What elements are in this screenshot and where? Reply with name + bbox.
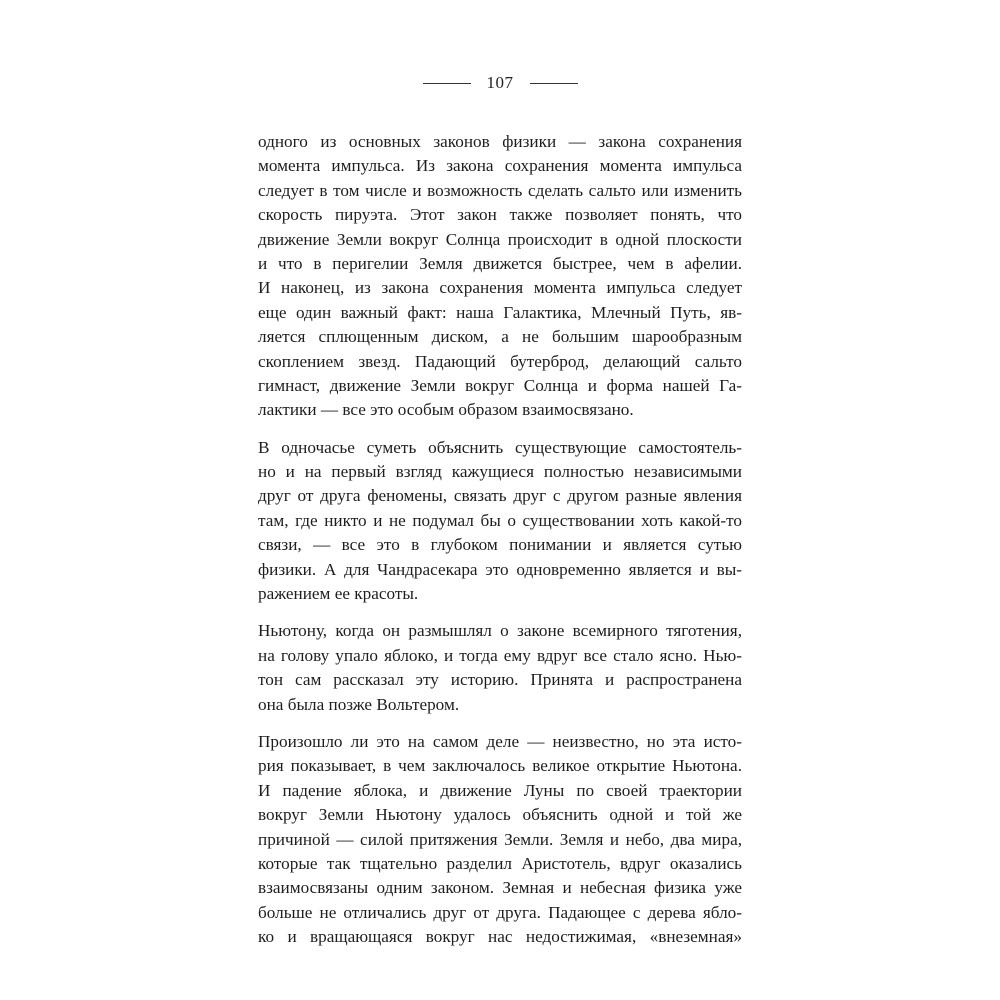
text-line: движение Земли вокруг Солнца происходит в одной плоскости [258,229,742,249]
text-line: гимнаст, движение Земли вокруг Солнца и форма нашей Га- [258,375,742,395]
paragraph [258,730,742,950]
text-line: В одночасье суметь объяснить существующие самостоятель- [258,437,742,457]
text-line: момента импульса. Из закона сохранения момента импульса [258,156,742,176]
text-line: одного из основных законов физики — закона сохранения [258,132,742,151]
text-line: вокруг Земли Ньютону удалось объяснить одной и той же [258,805,742,825]
text-line: на голову упало яблоко, и тогда ему вдруг все стало ясно. Нью- [258,645,742,665]
text-line: которые так тщательно разделил Аристотель, вдруг оказались [258,853,742,873]
text-line: но и на первый взгляд кажущиеся полностью независимыми [258,462,742,482]
text-line: следует в том числе и возможность сделать сальто или изменить [258,180,742,200]
text-line: еще один важный факт: наша Галактика, Млечный Путь, яв- [258,302,742,322]
paragraph-gap [258,606,742,619]
text-line: лактики — все это особым образом взаимосвязано. [258,400,634,420]
text-line: ляется сплющенным диском, а не большим шарообразным [258,327,742,347]
page-header [0,70,1000,96]
text-line: она была позже Вольтером. [258,694,460,714]
text-line: больше не отличались друг от друга. Падающее с дерева ябло- [258,902,742,922]
paragraph-gap [258,423,742,436]
body-text [258,130,742,950]
header-rule-left [423,83,471,84]
text-line: скоплением звезд. Падающий бутерброд, делающий сальто [258,351,742,371]
header-rule-right [530,83,578,84]
text-line: скорость пируэта. Этот закон также позволяет понять, что [258,205,742,225]
text-line: связи, — все это в глубоком понимании и является сутью [258,535,742,555]
text-line: тон сам рассказал эту историю. Принята и распространена [258,670,742,690]
text-line: и что в перигелии Земля движется быстрее, чем в афелии. [258,253,742,273]
text-line: взаимосвязаны одним законом. Земная и небесная физика уже [258,878,742,898]
paragraph [258,436,742,607]
paragraph-gap [258,717,742,730]
text-line: там, где никто и не подумал бы о существовании хоть какой-то [258,510,742,530]
text-line: Ньютону, когда он размышлял о законе всемирного тяготения, [258,621,742,641]
text-line: причиной — силой притяжения Земли. Земля и небо, два мира, [258,829,742,849]
text-line: И наконец, из закона сохранения момента импульса следует [258,278,742,298]
text-line: физики. А для Чандрасекара это одновременно является и вы- [258,559,742,579]
page-number: 107 [486,73,514,92]
text-line: ко и вращающаяся вокруг нас недостижимая, «внеземная» [258,927,742,947]
paragraph [258,130,742,423]
paragraph [258,619,742,717]
text-line: И падение яблока, и движение Луны по своей траектории [258,780,742,800]
text-line: Произошло ли это на самом деле — неизвестно, но эта исто- [258,731,742,751]
text-line: ражением ее красоты. [258,584,419,604]
text-line: друг от друга феномены, связать друг с другом разные явления [258,486,742,506]
text-line: рия показывает, в чем заключалось великое открытие Ньютона. [258,756,742,776]
